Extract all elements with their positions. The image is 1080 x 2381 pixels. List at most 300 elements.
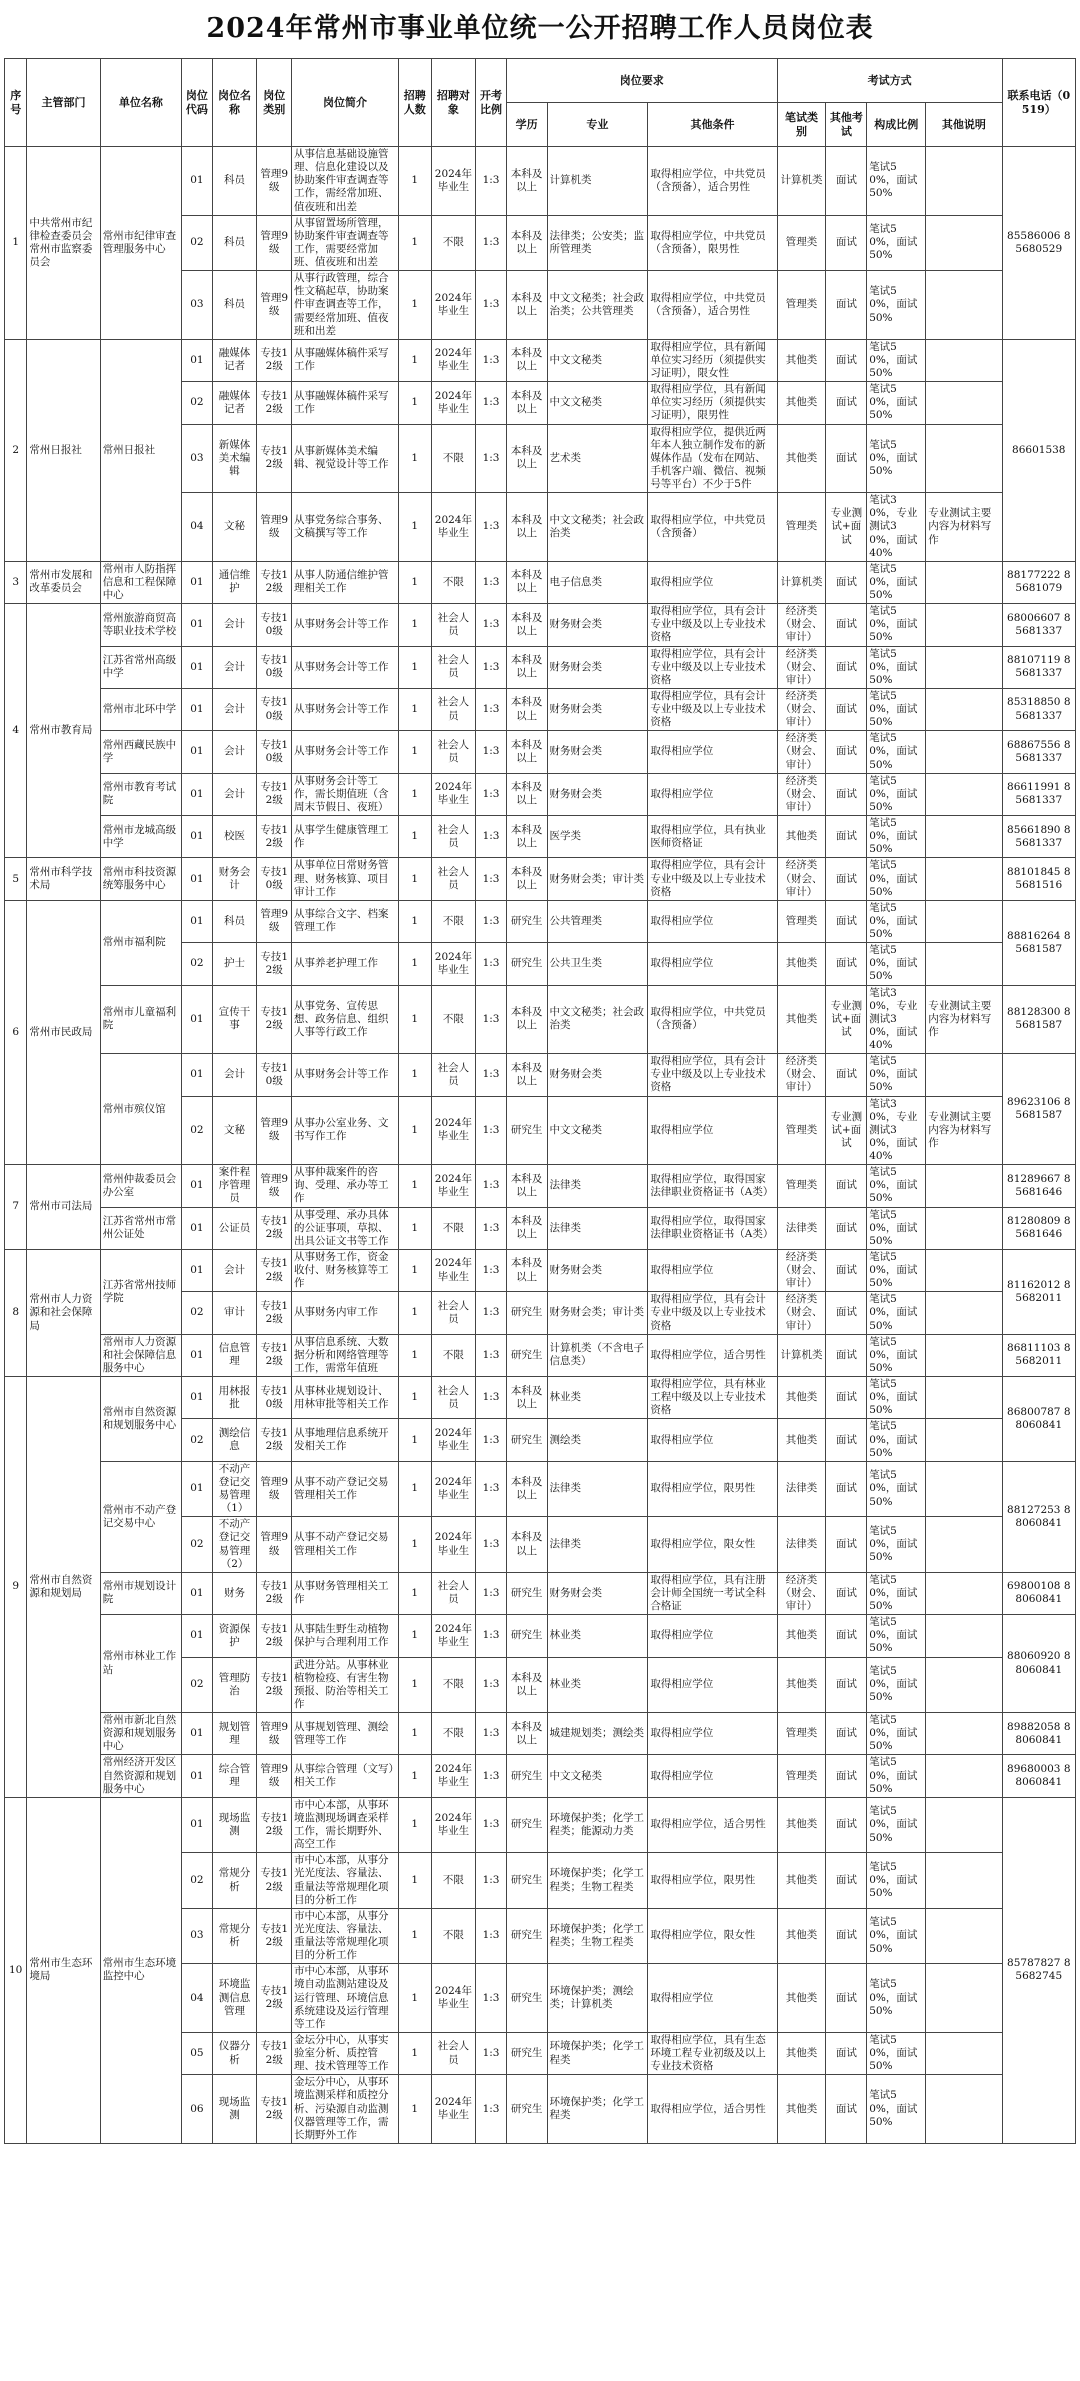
cell-comp: 笔试30%，专业测试30%，面试40%: [867, 985, 926, 1054]
cell-ratio: 1:3: [476, 1334, 507, 1376]
cell-post: 财务会计: [212, 858, 257, 900]
cell-otherexam: 专业测试+面试: [826, 1096, 867, 1165]
cell-ratio: 1:3: [476, 1517, 507, 1573]
cell-num: 1: [398, 493, 431, 562]
cell-unit: 常州市林业工作站: [100, 1615, 181, 1713]
cell-post: 公证员: [212, 1207, 257, 1249]
cell-written: 其他类: [777, 2032, 826, 2074]
cell-post: 科员: [212, 900, 257, 942]
cell-target: 2024年毕业生: [431, 1419, 476, 1461]
cell-post: 会计: [212, 773, 257, 815]
cell-written: 法律类: [777, 1517, 826, 1573]
cell-major: 中文文秘类；社会政治类: [547, 985, 648, 1054]
header-ratio: 开考比例: [476, 59, 507, 147]
cell-ratio: 1:3: [476, 731, 507, 773]
cell-target: 2024年毕业生: [431, 1517, 476, 1573]
header-target: 招聘对象: [431, 59, 476, 147]
cell-post: 不动产登记交易管理（2）: [212, 1517, 257, 1573]
cell-intro: 从事党务综合事务、文稿撰写等工作: [292, 493, 399, 562]
cell-major: 财务财会类: [547, 1054, 648, 1096]
table-row: [5, 1054, 1076, 1096]
cell-notes: [926, 900, 1002, 942]
cell-target: 不限: [431, 215, 476, 271]
cell-major: 计算机类: [547, 147, 648, 216]
cell-num: 1: [398, 339, 431, 381]
cell-num: 1: [398, 1755, 431, 1797]
cell-other: 取得相应学位，限男性: [648, 1853, 777, 1909]
cell-major: 法律类；公安类；监所管理类: [547, 215, 648, 271]
cell-written: 其他类: [777, 382, 826, 424]
cell-notes: [926, 688, 1002, 730]
cell-otherexam: 面试: [826, 2032, 867, 2074]
cell-major: 测绘类: [547, 1419, 648, 1461]
cell-notes: [926, 1461, 1002, 1517]
cell-other: 取得相应学位: [648, 1964, 777, 2033]
cell-other: 取得相应学位，限女性: [648, 1517, 777, 1573]
cell-intro: 从事单位日常财务管理、财务核算、项目审计工作: [292, 858, 399, 900]
header-edu: 学历: [506, 103, 547, 147]
cell-major: 环境保护类；化学工程类: [547, 2032, 648, 2074]
cell-unit: 常州市规划设计院: [100, 1572, 181, 1614]
cell-comp: 笔试50%，面试50%: [867, 1165, 926, 1207]
cell-edu: 本科及以上: [506, 773, 547, 815]
cell-intro: 从事财务会计等工作: [292, 1054, 399, 1096]
cell-post: 规划管理: [212, 1713, 257, 1755]
cell-ratio: 1:3: [476, 1377, 507, 1419]
cell-ratio: 1:3: [476, 339, 507, 381]
cell-otherexam: 面试: [826, 382, 867, 424]
table-row: [5, 731, 1076, 773]
cell-code: 01: [182, 1572, 213, 1614]
cell-unit: 常州市不动产登记交易中心: [100, 1461, 181, 1572]
header-unit: 单位名称: [100, 59, 181, 147]
cell-comp: 笔试50%，面试50%: [867, 271, 926, 340]
cell-ratio: 1:3: [476, 1713, 507, 1755]
cell-comp: 笔试50%，面试50%: [867, 731, 926, 773]
cell-type: 专技12级: [257, 382, 292, 424]
cell-code: 01: [182, 688, 213, 730]
cell-num: 1: [398, 1517, 431, 1573]
cell-target: 社会人员: [431, 1054, 476, 1096]
cell-target: 2024年毕业生: [431, 1797, 476, 1853]
cell-code: 04: [182, 493, 213, 562]
cell-phone: 86611991 85681337: [1002, 773, 1075, 815]
cell-phone: 89680003 88060841: [1002, 1755, 1075, 1797]
cell-dept: 常州市教育局: [27, 604, 100, 858]
cell-notes: [926, 561, 1002, 603]
cell-comp: 笔试50%，面试50%: [867, 561, 926, 603]
cell-other: 取得相应学位: [648, 1419, 777, 1461]
cell-notes: [926, 382, 1002, 424]
cell-num: 1: [398, 147, 431, 216]
cell-other: 取得相应学位，具有会计专业中级及以上专业技术资格: [648, 1292, 777, 1334]
cell-code: 01: [182, 1797, 213, 1853]
cell-type: 管理9级: [257, 1461, 292, 1517]
cell-intro: 从事财务会计等工作: [292, 604, 399, 646]
cell-post: 资源保护: [212, 1615, 257, 1657]
cell-num: 1: [398, 943, 431, 985]
cell-written: 其他类: [777, 1797, 826, 1853]
cell-otherexam: 面试: [826, 731, 867, 773]
cell-intro: 从事融媒体稿件采写工作: [292, 382, 399, 424]
cell-unit: 江苏省常州高级中学: [100, 646, 181, 688]
cell-unit: 常州市人力资源和社会保障信息服务中心: [100, 1334, 181, 1376]
cell-written: 经济类（财会、审计）: [777, 1292, 826, 1334]
cell-notes: [926, 1797, 1002, 1853]
cell-comp: 笔试50%，面试50%: [867, 1377, 926, 1419]
header-notes: 其他说明: [926, 103, 1002, 147]
cell-otherexam: 面试: [826, 1964, 867, 2033]
cell-comp: 笔试50%，面试50%: [867, 816, 926, 858]
cell-notes: [926, 1908, 1002, 1964]
cell-target: 社会人员: [431, 2032, 476, 2074]
cell-code: 02: [182, 1853, 213, 1909]
cell-otherexam: 面试: [826, 1249, 867, 1291]
cell-post: 会计: [212, 1249, 257, 1291]
cell-type: 专技12级: [257, 985, 292, 1054]
cell-written: 法律类: [777, 1207, 826, 1249]
cell-phone: 86800787 88060841: [1002, 1377, 1075, 1462]
cell-ratio: 1:3: [476, 1461, 507, 1517]
cell-unit: 江苏省常州市常州公证处: [100, 1207, 181, 1249]
cell-notes: [926, 773, 1002, 815]
cell-edu: 本科及以上: [506, 1249, 547, 1291]
cell-target: 不限: [431, 1657, 476, 1713]
header-seq: 序号: [5, 59, 27, 147]
cell-target: 不限: [431, 561, 476, 603]
cell-target: 2024年毕业生: [431, 271, 476, 340]
cell-edu: 本科及以上: [506, 688, 547, 730]
header-other: 其他条件: [648, 103, 777, 147]
table-row: [5, 1755, 1076, 1797]
header-otherexam: 其他考试: [826, 103, 867, 147]
cell-notes: [926, 1572, 1002, 1614]
cell-code: 06: [182, 2075, 213, 2144]
cell-otherexam: 面试: [826, 816, 867, 858]
cell-num: 1: [398, 646, 431, 688]
cell-code: 02: [182, 215, 213, 271]
cell-post: 仪器分析: [212, 2032, 257, 2074]
cell-comp: 笔试50%，面试50%: [867, 1755, 926, 1797]
cell-code: 03: [182, 271, 213, 340]
cell-intro: 从事不动产登记交易管理相关工作: [292, 1461, 399, 1517]
cell-type: 专技12级: [257, 1615, 292, 1657]
header-code: 岗位代码: [182, 59, 213, 147]
cell-other: 取得相应学位，中共党员（含预备），适合男性: [648, 147, 777, 216]
cell-phone: 85318850 85681337: [1002, 688, 1075, 730]
cell-intro: 金坛分中心，从事环境监测采样和质控分析、污染源自动监测仪器管理等工作，需长期野外工作: [292, 2075, 399, 2144]
cell-otherexam: 面试: [826, 604, 867, 646]
cell-intro: 市中心本部，从事分光光度法、容量法、重量法等常规理化项目的分析工作: [292, 1853, 399, 1909]
cell-type: 专技12级: [257, 2075, 292, 2144]
cell-type: 专技12级: [257, 339, 292, 381]
cell-post: 测绘信息: [212, 1419, 257, 1461]
cell-target: 社会人员: [431, 604, 476, 646]
cell-intro: 从事人防通信维护管理相关工作: [292, 561, 399, 603]
cell-code: 02: [182, 1292, 213, 1334]
cell-dept: 中共常州市纪律检查委员会常州市监察委员会: [27, 147, 100, 340]
cell-notes: [926, 1615, 1002, 1657]
cell-post: 常规分析: [212, 1853, 257, 1909]
cell-comp: 笔试50%，面试50%: [867, 1334, 926, 1376]
cell-notes: [926, 1377, 1002, 1419]
cell-phone: 68867556 85681337: [1002, 731, 1075, 773]
cell-intro: 从事受理、承办具体的公证事项，草拟、出具公证文书等工作: [292, 1207, 399, 1249]
cell-intro: 从事办公室业务、文书写作工作: [292, 1096, 399, 1165]
table-row: [5, 604, 1076, 646]
cell-num: 1: [398, 1292, 431, 1334]
cell-comp: 笔试50%，面试50%: [867, 1572, 926, 1614]
cell-target: 不限: [431, 900, 476, 942]
cell-num: 1: [398, 731, 431, 773]
cell-notes: [926, 271, 1002, 340]
cell-other: 取得相应学位，具有会计专业中级及以上专业技术资格: [648, 858, 777, 900]
header-exam-group: 考试方式: [777, 59, 1002, 103]
cell-type: 管理9级: [257, 147, 292, 216]
cell-intro: 从事财务工作，资金收付、财务核算等工作: [292, 1249, 399, 1291]
cell-intro: 从事财务会计等工作: [292, 731, 399, 773]
cell-major: 电子信息类: [547, 561, 648, 603]
cell-code: 01: [182, 1249, 213, 1291]
table-row: [5, 1165, 1076, 1207]
cell-major: 法律类: [547, 1165, 648, 1207]
cell-ratio: 1:3: [476, 773, 507, 815]
cell-post: 环境监测信息管理: [212, 1964, 257, 2033]
cell-edu: 研究生: [506, 1964, 547, 2033]
cell-otherexam: 面试: [826, 271, 867, 340]
cell-edu: 本科及以上: [506, 561, 547, 603]
cell-edu: 研究生: [506, 900, 547, 942]
cell-type: 专技12级: [257, 1908, 292, 1964]
cell-edu: 研究生: [506, 1419, 547, 1461]
cell-num: 1: [398, 271, 431, 340]
cell-notes: [926, 1054, 1002, 1096]
cell-otherexam: 面试: [826, 1292, 867, 1334]
cell-notes: [926, 339, 1002, 381]
cell-otherexam: 面试: [826, 147, 867, 216]
cell-num: 1: [398, 1461, 431, 1517]
cell-ratio: 1:3: [476, 1797, 507, 1853]
cell-type: 专技12级: [257, 1797, 292, 1853]
cell-code: 01: [182, 900, 213, 942]
cell-type: 管理9级: [257, 1755, 292, 1797]
cell-otherexam: 面试: [826, 1797, 867, 1853]
cell-otherexam: 面试: [826, 1334, 867, 1376]
cell-major: 环境保护类；化学工程类；能源动力类: [547, 1797, 648, 1853]
cell-num: 1: [398, 1797, 431, 1853]
cell-other: 取得相应学位，取得国家法律职业资格证书（A类）: [648, 1207, 777, 1249]
cell-post: 会计: [212, 646, 257, 688]
cell-comp: 笔试30%，专业测试30%，面试40%: [867, 493, 926, 562]
cell-otherexam: 面试: [826, 1165, 867, 1207]
cell-target: 社会人员: [431, 688, 476, 730]
cell-intro: 从事林业规划设计、用林审批等相关工作: [292, 1377, 399, 1419]
cell-dept: 常州日报社: [27, 339, 100, 561]
cell-major: 财务财会类: [547, 773, 648, 815]
cell-post: 审计: [212, 1292, 257, 1334]
cell-written: 计算机类: [777, 147, 826, 216]
cell-phone: 88128300 85681587: [1002, 985, 1075, 1054]
cell-edu: 本科及以上: [506, 1517, 547, 1573]
cell-post: 科员: [212, 271, 257, 340]
cell-code: 01: [182, 731, 213, 773]
cell-num: 1: [398, 1377, 431, 1419]
cell-unit: 江苏省常州技师学院: [100, 1249, 181, 1334]
cell-post: 用林报批: [212, 1377, 257, 1419]
cell-num: 1: [398, 900, 431, 942]
cell-major: 财务财会类: [547, 688, 648, 730]
cell-ratio: 1:3: [476, 646, 507, 688]
cell-otherexam: 专业测试+面试: [826, 493, 867, 562]
cell-seq: 3: [5, 561, 27, 603]
cell-target: 2024年毕业生: [431, 382, 476, 424]
cell-notes: [926, 858, 1002, 900]
cell-comp: 笔试50%，面试50%: [867, 1461, 926, 1517]
cell-other: 取得相应学位，具有生态环境工程专业初级及以上专业技术资格: [648, 2032, 777, 2074]
cell-notes: [926, 604, 1002, 646]
cell-comp: 笔试50%，面试50%: [867, 147, 926, 216]
cell-notes: [926, 1713, 1002, 1755]
cell-num: 1: [398, 1207, 431, 1249]
cell-code: 01: [182, 1461, 213, 1517]
positions-table: [4, 58, 1076, 2144]
cell-major: 法律类: [547, 1461, 648, 1517]
cell-intro: 市中心本部，从事环境自动监测站建设及运行管理、环境信息系统建设及运行管理等工作: [292, 1964, 399, 2033]
cell-type: 专技12级: [257, 1292, 292, 1334]
page-title: 2024年常州市事业单位统一公开招聘工作人员岗位表: [206, 13, 874, 44]
cell-seq: 1: [5, 147, 27, 340]
cell-code: 03: [182, 1908, 213, 1964]
cell-ratio: 1:3: [476, 688, 507, 730]
cell-intro: 从事综合文字、档案管理工作: [292, 900, 399, 942]
cell-num: 1: [398, 816, 431, 858]
cell-comp: 笔试50%，面试50%: [867, 1713, 926, 1755]
cell-major: 中文文秘类；社会政治类；公共管理类: [547, 271, 648, 340]
cell-intro: 从事规划管理、测绘管理等工作: [292, 1713, 399, 1755]
cell-ratio: 1:3: [476, 1755, 507, 1797]
table-row: [5, 339, 1076, 381]
cell-code: 01: [182, 561, 213, 603]
cell-intro: 从事不动产登记交易管理相关工作: [292, 1517, 399, 1573]
cell-comp: 笔试50%，面试50%: [867, 339, 926, 381]
cell-type: 专技12级: [257, 943, 292, 985]
cell-comp: 笔试50%，面试50%: [867, 2032, 926, 2074]
cell-comp: 笔试50%，面试50%: [867, 1249, 926, 1291]
cell-post: 会计: [212, 731, 257, 773]
cell-target: 2024年毕业生: [431, 773, 476, 815]
cell-notes: [926, 147, 1002, 216]
cell-intro: 从事综合管理（文写）相关工作: [292, 1755, 399, 1797]
cell-code: 01: [182, 604, 213, 646]
cell-post: 现场监测: [212, 2075, 257, 2144]
cell-otherexam: 面试: [826, 900, 867, 942]
cell-unit: 常州经济开发区自然资源和规划服务中心: [100, 1755, 181, 1797]
cell-edu: 研究生: [506, 1853, 547, 1909]
cell-target: 社会人员: [431, 1572, 476, 1614]
cell-target: 不限: [431, 1207, 476, 1249]
cell-written: 计算机类: [777, 561, 826, 603]
cell-written: 其他类: [777, 339, 826, 381]
cell-notes: [926, 1657, 1002, 1713]
cell-ratio: 1:3: [476, 493, 507, 562]
cell-type: 管理9级: [257, 493, 292, 562]
table-row: [5, 773, 1076, 815]
cell-other: 取得相应学位，适合男性: [648, 2075, 777, 2144]
cell-comp: 笔试50%，面试50%: [867, 215, 926, 271]
cell-type: 专技10级: [257, 731, 292, 773]
cell-code: 01: [182, 646, 213, 688]
table-row: [5, 147, 1076, 216]
cell-written: 管理类: [777, 900, 826, 942]
cell-notes: [926, 1853, 1002, 1909]
cell-target: 2024年毕业生: [431, 1964, 476, 2033]
cell-phone: 88177222 85681079: [1002, 561, 1075, 603]
cell-target: 不限: [431, 1853, 476, 1909]
cell-target: 2024年毕业生: [431, 1165, 476, 1207]
cell-other: 取得相应学位，具有新闻单位实习经历（须提供实习证明），限女性: [648, 339, 777, 381]
cell-comp: 笔试50%，面试50%: [867, 943, 926, 985]
table-row: [5, 688, 1076, 730]
cell-comp: 笔试50%，面试50%: [867, 1615, 926, 1657]
cell-num: 1: [398, 1908, 431, 1964]
cell-other: 取得相应学位，中共党员（含预备）: [648, 493, 777, 562]
cell-dept: 常州市人力资源和社会保障局: [27, 1249, 100, 1376]
cell-code: 02: [182, 943, 213, 985]
cell-written: 其他类: [777, 1615, 826, 1657]
cell-dept: 常州市自然资源和规划局: [27, 1377, 100, 1798]
cell-notes: [926, 646, 1002, 688]
cell-num: 1: [398, 985, 431, 1054]
cell-edu: 本科及以上: [506, 646, 547, 688]
cell-otherexam: 面试: [826, 1572, 867, 1614]
cell-edu: 研究生: [506, 1908, 547, 1964]
cell-code: 04: [182, 1964, 213, 2033]
cell-major: 艺术类: [547, 424, 648, 493]
cell-type: 专技12级: [257, 561, 292, 603]
cell-otherexam: 面试: [826, 1377, 867, 1419]
cell-unit: 常州市龙城高级中学: [100, 816, 181, 858]
cell-code: 01: [182, 147, 213, 216]
cell-comp: 笔试50%，面试50%: [867, 646, 926, 688]
cell-dept: 常州市发展和改革委员会: [27, 561, 100, 603]
cell-other: 取得相应学位: [648, 773, 777, 815]
cell-edu: 本科及以上: [506, 1657, 547, 1713]
cell-unit: 常州西藏民族中学: [100, 731, 181, 773]
cell-major: 林业类: [547, 1377, 648, 1419]
cell-other: 取得相应学位，取得国家法律职业资格证书（A类）: [648, 1165, 777, 1207]
cell-phone: 88127253 88060841: [1002, 1461, 1075, 1572]
cell-edu: 本科及以上: [506, 604, 547, 646]
cell-phone: 88816264 85681587: [1002, 900, 1075, 985]
cell-unit: 常州市教育考试院: [100, 773, 181, 815]
cell-notes: [926, 2075, 1002, 2144]
cell-edu: 本科及以上: [506, 1165, 547, 1207]
cell-post: 常规分析: [212, 1908, 257, 1964]
cell-written: 管理类: [777, 1755, 826, 1797]
cell-intro: 金坛分中心，从事实验室分析、质控管理、技术管理等工作: [292, 2032, 399, 2074]
cell-post: 财务: [212, 1572, 257, 1614]
cell-unit: 常州市自然资源和规划服务中心: [100, 1377, 181, 1462]
cell-ratio: 1:3: [476, 1657, 507, 1713]
cell-comp: 笔试30%，专业测试30%，面试40%: [867, 1096, 926, 1165]
cell-type: 专技10级: [257, 688, 292, 730]
table-row: [5, 1797, 1076, 1853]
cell-phone: 85787827 85682745: [1002, 1797, 1075, 2143]
table-row: [5, 1334, 1076, 1376]
cell-notes: [926, 1207, 1002, 1249]
cell-target: 社会人员: [431, 816, 476, 858]
cell-notes: [926, 1292, 1002, 1334]
